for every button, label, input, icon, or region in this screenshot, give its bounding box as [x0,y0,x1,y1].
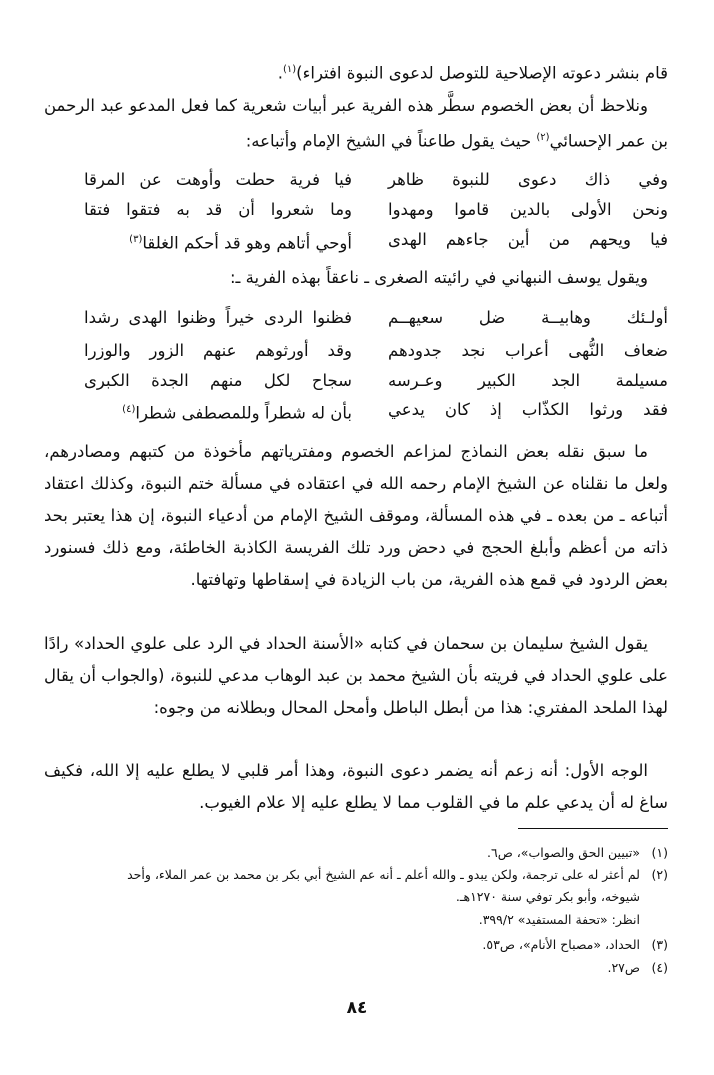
page-number: ٨٤ [346,998,368,1018]
verse-4-hemistich-2: فظنوا الردى خيراً وظنوا الهدى رشدا [84,308,352,327]
paragraph-1-text: قام بنشر دعوته الإصلاحية للتوصل لدعوى النبوة افتراء) [296,63,668,83]
verse-2-hemistich-2: وما شعروا أن قد به فتقوا فتقا [84,200,352,219]
verse-3-hemistich-2: أوحي أتاهم وهو قد أحكم الغلقا [142,233,352,253]
paragraph-2 [44,90,668,158]
verse-6-hemistich-2: سجاح لكل منهم الجدة الكبرى [84,371,352,390]
footnote-2-source: انظر: «تحفة المستفيد» ٣٩٩/٢. [478,912,640,927]
footnote-1 [44,842,668,863]
verse-7-hemistich-1: فقد ورثوا الكذّاب إذ كان يدعي [388,400,668,419]
footnote-3-number: (٣) [651,937,668,952]
verse-7-hemistich-2-wrap [84,395,352,429]
footnote-ref-1: (١) [282,64,297,75]
paragraph-5: يقول الشيخ سليمان بن سحمان في كتابه «الأسنة الحداد في الرد على علوي الحداد» رادًا على علوي الحداد في فريته بأن الشيخ محمد بن عبد الوهاب مدعي للنبوة، (والجواب أن يقال لهذا الملحد المفتري: هذا من أبطل الباطل وأمحل المحال وبطلانه من وجوه: [44,634,668,717]
paragraph-2-text-a: ونلاحظ أن بعض الخصوم سطَّر هذه الفرية عبر أبيات شعرية كما فعل المدعو عبد الرحمن بن عمر الإحسائي [44,96,668,151]
footnote-2-text: لم أعثر له على ترجمة، ولكن يبدو ـ والله أعلم ـ أنه عم الشيخ أبي بكر بن محمد بن عمر الملاء، وأحد [127,867,640,882]
paragraph-4: ما سبق نقله بعض النماذج لمزاعم الخصوم ومفترياتهم مأخوذة من كتبهم ومصادرهم، ولعل ما نقلناه عن الشيخ الإمام رحمه الله في اعتقاده في مسألة ختم النبوة، وكذلك اعتقاد أتباعه ـ من بعده ـ في هذه المسألة، وموقف الشيخ الإمام من أدعياء النبوة، إن هذا يعتبر بحد ذاته من أعظم وأبلغ الحجج في دحض ورد تلك الفريسة الكاذبة الخاطئة، ومع ذلك فسنورد بعض الردود في قمع هذه الفرية، من باب الزيادة في إسقاطها وتهافتها. [44,442,668,589]
verse-1-hemistich-2: فيا فرية حطت وأوهت عن المرقا [84,170,352,189]
paragraph-1-end: . [277,63,283,83]
footnote-separator [518,828,668,829]
verse-1-hemistich-1: وفي ذاك دعوى للنبوة ظاهر [388,170,668,189]
verse-6-hemistich-1: مسيلمة الجد الكبير وعـرسه [388,371,668,390]
paragraph-2-text-b: حيث يقول طاعناً في الشيخ الإمام وأتباعه: [245,131,537,151]
paragraph-1 [44,54,668,90]
verse-5-hemistich-2: وقد أورثوهم عنهم الزور والوزرا [84,341,352,360]
footnote-4 [44,957,668,978]
footnote-4-number: (٤) [651,960,668,975]
verse-2-hemistich-1: ونحن الأولى بالدين قاموا ومهدوا [388,200,668,219]
footnote-2-continued: شيوخه، وأبو بكر توفي سنة ١٢٧٠هـ. [455,889,640,904]
footnote-ref-2: (٢) [536,132,550,143]
verse-4-hemistich-1: أولـئك وهابيــة ضل سعيهــم [388,308,668,327]
footnote-1-number: (١) [651,845,668,860]
footnote-ref-4: (٤) [122,404,136,415]
verse-5-hemistich-1: ضعاف النُّهى أعراب نجد جدودهم [388,341,668,360]
footnote-3 [44,934,668,955]
verse-7-hemistich-2: بأن له شطراً وللمصطفى شطرا [135,403,352,423]
footnote-3-text: الحداد، «مصباح الأنام»، ص٥٣. [482,937,640,952]
footnote-ref-3: (٣) [129,234,143,245]
footnote-2 [44,864,668,885]
footnote-4-text: ص٢٧. [607,960,640,975]
verse-3-hemistich-2-wrap [84,225,352,259]
paragraph-6: الوجه الأول: أنه زعم أنه يضمر دعوى النبوة، وهذا أمر قلبي لا يطلع عليه إلا الله، فكيف ساغ له أن يدعي علم ما في القلوب مما لا يطلع عليه إلا علام الغيوب. [44,761,668,812]
verse-3-hemistich-1: فيا ويحهم من أين جاءهم الهدى [388,230,668,249]
footnote-2-number: (٢) [651,867,668,882]
paragraph-3: ويقول يوسف النبهاني في رائيته الصغرى ـ ناعقاً بهذه الفرية ـ: [230,268,648,287]
footnote-1-text: «تبيين الحق والصواب»، ص٦. [486,845,640,860]
